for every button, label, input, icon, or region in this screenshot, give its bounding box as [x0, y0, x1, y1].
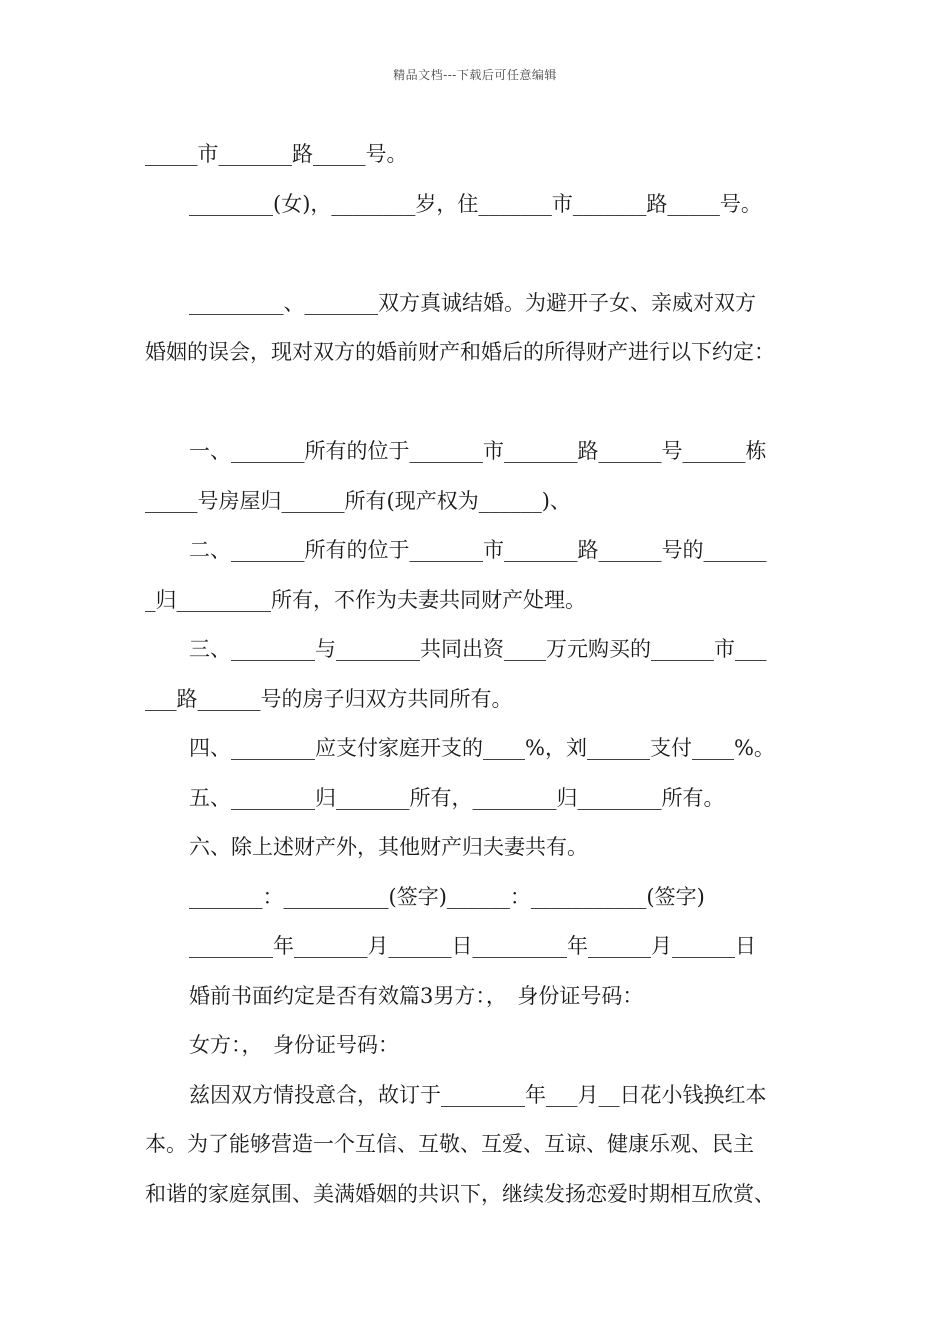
female-party-line: ________(女)，________岁，住_______市_______路_____号。	[189, 191, 762, 216]
agreement-intro-line-1: _________、_______双方真诚结婚。为避开子女、亲威对双方	[189, 290, 756, 315]
blank-gap	[145, 378, 825, 428]
paragraph-line-1: 兹因双方情投意合，故订于________年___月__日花小钱换红本	[189, 1082, 767, 1107]
agreement-intro-line-2: 婚姻的误会，现对双方的婚前财产和婚后的所得财产进行以下约定：	[145, 340, 775, 364]
address-line-continued: _____市_______路_____号。	[145, 142, 408, 166]
clause-3-line-1: 三、________与________共同出资____万元购买的______市___	[189, 637, 767, 661]
clause-2-line-1: 二、_______所有的位于_______市_______路______号的______	[189, 538, 767, 562]
clause-6: 六、除上述财产外，其他财产归夫妻共有。	[189, 835, 588, 859]
clause-4: 四、________应支付家庭开支的____%，刘______支付____%。	[189, 736, 775, 760]
section-3-female-party: 女方：， 身份证号码：	[189, 1033, 399, 1057]
clause-1-line-2: _____号房屋归______所有(现产权为______)、	[145, 488, 571, 513]
paragraph-line-3: 和谐的家庭氛围、美满婚姻的共识下，继续发扬恋爱时期相互欣赏、	[145, 1181, 775, 1206]
clause-2-line-2: _归_________所有，不作为夫妻共同财产处理。	[145, 587, 586, 612]
blank-gap	[145, 229, 825, 279]
section-3-male-party: 婚前书面约定是否有效篇3男方：， 身份证号码：	[189, 983, 644, 1008]
clause-1-line-1: 一、_______所有的位于_______市_______路______号______栋	[189, 439, 767, 463]
date-line: ________年_______月______日_________年______月______日	[189, 934, 756, 958]
clause-5: 五、________归_______所有，________归________所有。	[189, 785, 725, 810]
signature-line: _______：__________(签字)______：___________(签字)	[189, 884, 705, 909]
paragraph-line-2: 本。为了能够营造一个互信、互敬、互爱、互谅、健康乐观、民主	[145, 1132, 754, 1156]
page-header: 精品文档---下载后可任意编辑	[393, 68, 557, 82]
clause-3-line-2: ___路______号的房子归双方共同所有。	[145, 686, 513, 711]
document-body	[145, 130, 825, 1219]
